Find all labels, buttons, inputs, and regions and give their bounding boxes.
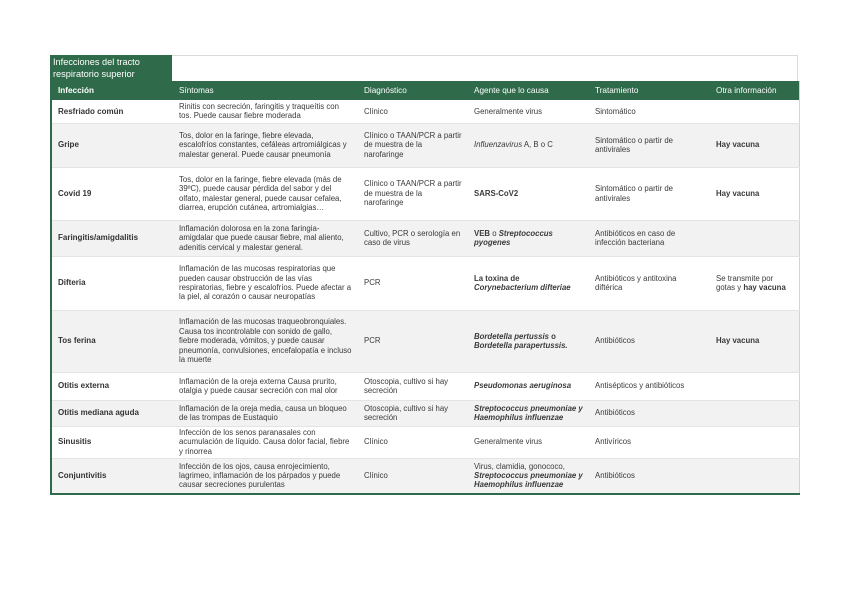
cell-diagnostico: Clínico o TAAN/PCR a partir de muestra de la narofaringe <box>358 167 468 220</box>
cell-tratamiento: Sintomático <box>589 100 710 123</box>
cell-otra-informacion-segment: Hay vacuna <box>716 336 760 346</box>
cell-agente <box>468 310 589 372</box>
cell-sintomas: Tos, dolor en la faringe, fiebre elevada (más de 39ºC), puede causar pérdida del sabor y del olfato, malestar general, puede causar cefalea, diarrea, erupción cutánea, artromialgias… <box>173 167 358 220</box>
cell-infeccion: Faringitis/amigdalitis <box>51 220 173 256</box>
table-row <box>51 256 799 310</box>
cell-diagnostico: PCR <box>358 256 468 310</box>
cell-sintomas: Inflamación dolorosa en la zona faringia-amigdalar que puede causar fiebre, mal aliento, adenitis cervical y malestar general. <box>173 220 358 256</box>
cell-tratamiento: Sintomático o partir de antivirales <box>589 123 710 167</box>
cell-agente-segment: SARS-CoV2 <box>474 188 519 198</box>
cell-agente <box>468 220 589 256</box>
cell-otra-informacion-segment: Hay vacuna <box>716 188 760 198</box>
table-row <box>51 372 799 400</box>
table-row <box>51 167 799 220</box>
cell-diagnostico: Cultivo, PCR o serología en caso de virus <box>358 220 468 256</box>
cell-agente <box>468 256 589 310</box>
cell-diagnostico: Otoscopia, cultivo si hay secreción <box>358 372 468 400</box>
cell-tratamiento: Antisépticos y antibióticos <box>589 372 710 400</box>
table-row <box>51 458 799 494</box>
table-body <box>51 100 799 494</box>
cell-agente-segment: A, B o C <box>522 140 553 150</box>
cell-agente <box>468 400 589 426</box>
cell-sintomas: Inflamación de las mucosas traqueobronquiales. Causa tos incontrolable con sonido de gallo, fiebre moderada, vómitos, y puede causar pneumonía, convulsiones, encefalopatía e incluso la muerte <box>173 310 358 372</box>
cell-sintomas: Inflamación de la oreja externa Causa prurito, otalgia y puede causar secreción con mal olor <box>173 372 358 400</box>
infections-table <box>50 81 800 495</box>
cell-otra-informacion-segment: Se transmite por gotas y <box>716 273 774 292</box>
cell-diagnostico: Clínico <box>358 458 468 494</box>
header-diagnostico: Diagnóstico <box>358 81 468 100</box>
cell-diagnostico: PCR <box>358 310 468 372</box>
cell-otra-informacion <box>710 310 799 372</box>
cell-agente <box>468 123 589 167</box>
cell-agente-segment: La toxina de <box>474 273 520 283</box>
header-sintomas: Síntomas <box>173 81 358 100</box>
cell-agente <box>468 167 589 220</box>
infections-sheet <box>50 55 798 495</box>
cell-agente <box>468 426 589 458</box>
cell-infeccion: Difteria <box>51 256 173 310</box>
cell-infeccion: Resfriado común <box>51 100 173 123</box>
cell-diagnostico: Clínico o TAAN/PCR a partir de muestra de la narofaringe <box>358 123 468 167</box>
cell-infeccion: Gripe <box>51 123 173 167</box>
cell-agente-segment: o <box>490 228 499 238</box>
cell-agente-segment: Generalmente virus <box>474 437 543 447</box>
cell-infeccion: Conjuntivitis <box>51 458 173 494</box>
cell-infeccion: Otitis externa <box>51 372 173 400</box>
cell-sintomas: Infección de los senos paranasales con acumulación de líquido. Causa dolor facial, fiebre y rinorrea <box>173 426 358 458</box>
cell-sintomas: Rinitis con secreción, faringitis y traqueítis con tos. Puede causar fiebre moderada <box>173 100 358 123</box>
cell-infeccion: Covid 19 <box>51 167 173 220</box>
cell-agente-segment: Streptococcus pneumoniae y Haemophilus influenzae <box>474 403 583 422</box>
cell-tratamiento: Antibióticos y antitoxina diftérica <box>589 256 710 310</box>
cell-otra-informacion <box>710 167 799 220</box>
cell-tratamiento: Sintomático o partir de antivirales <box>589 167 710 220</box>
table-row <box>51 310 799 372</box>
cell-agente-segment: o <box>548 331 556 341</box>
cell-otra-informacion <box>710 100 799 123</box>
header-infeccion: Infección <box>51 81 173 100</box>
table-row <box>51 220 799 256</box>
cell-agente-segment: Pseudomonas aeruginosa <box>474 381 572 391</box>
cell-sintomas: Tos, dolor en la faringe, fiebre elevada, escalofríos constantes, cefáleas artromiálgicas y malestar general. Puede causar pneumonía <box>173 123 358 167</box>
cell-agente-segment: Streptococcus pyogenes <box>474 228 553 247</box>
cell-agente-segment: VEB <box>474 228 491 238</box>
cell-infeccion: Sinusitis <box>51 426 173 458</box>
table-title: Infecciones del tracto respiratorio superior <box>50 55 172 81</box>
cell-otra-informacion <box>710 426 799 458</box>
cell-otra-informacion <box>710 220 799 256</box>
cell-agente <box>468 458 589 494</box>
table-row <box>51 123 799 167</box>
cell-tratamiento: Antibióticos <box>589 310 710 372</box>
cell-tratamiento: Antivíricos <box>589 426 710 458</box>
table-header-row <box>51 81 799 100</box>
cell-diagnostico: Clínico <box>358 426 468 458</box>
cell-infeccion: Tos ferina <box>51 310 173 372</box>
cell-sintomas: Inflamación de la oreja media, causa un bloqueo de las trompas de Eustaquio <box>173 400 358 426</box>
cell-tratamiento: Antibióticos <box>589 458 710 494</box>
cell-agente-segment: Bordetella parapertussis. <box>474 341 568 350</box>
cell-agente-segment: Corynebacterium difteriae <box>474 283 571 292</box>
cell-agente-segment: Streptococcus pneumoniae y Haemophilus influenzae <box>474 471 583 490</box>
cell-infeccion: Otitis mediana aguda <box>51 400 173 426</box>
cell-agente <box>468 100 589 123</box>
cell-tratamiento: Antibióticos <box>589 400 710 426</box>
header-tratamiento: Tratamiento <box>589 81 710 100</box>
cell-agente-segment: Bordetella pertussis <box>474 331 549 341</box>
cell-diagnostico: Clínico <box>358 100 468 123</box>
cell-otra-informacion-segment: hay vacuna <box>743 283 786 292</box>
cell-otra-informacion <box>710 123 799 167</box>
cell-otra-informacion <box>710 400 799 426</box>
cell-diagnostico: Otoscopia, cultivo si hay secreción <box>358 400 468 426</box>
cell-agente <box>468 372 589 400</box>
cell-agente-segment: Virus, clamidia, gonococo, <box>474 461 565 471</box>
cell-agente-segment: Generalmente virus <box>474 106 543 116</box>
header-agente: Agente que lo causa <box>468 81 589 100</box>
cell-agente-segment: Influenzavirus <box>474 140 523 150</box>
table-row <box>51 100 799 123</box>
header-otra-informacion: Otra información <box>710 81 799 100</box>
table-row <box>51 400 799 426</box>
cell-sintomas: Inflamación de las mucosas respiratorias que pueden causar obstrucción de las vías respiratorias, fiebre y escalofríos. Puede afectar a la piel, al corazón o causar neuropatías <box>173 256 358 310</box>
table-row <box>51 426 799 458</box>
cell-otra-informacion-segment: Hay vacuna <box>716 140 760 150</box>
cell-otra-informacion <box>710 256 799 310</box>
cell-tratamiento: Antibióticos en caso de infección bacteriana <box>589 220 710 256</box>
title-row-empty-area <box>172 55 798 81</box>
cell-sintomas: Infección de los ojos, causa enrojecimiento, lagrimeo, inflamación de los párpados y puede causar secreciones purulentas <box>173 458 358 494</box>
cell-otra-informacion <box>710 372 799 400</box>
cell-otra-informacion <box>710 458 799 494</box>
